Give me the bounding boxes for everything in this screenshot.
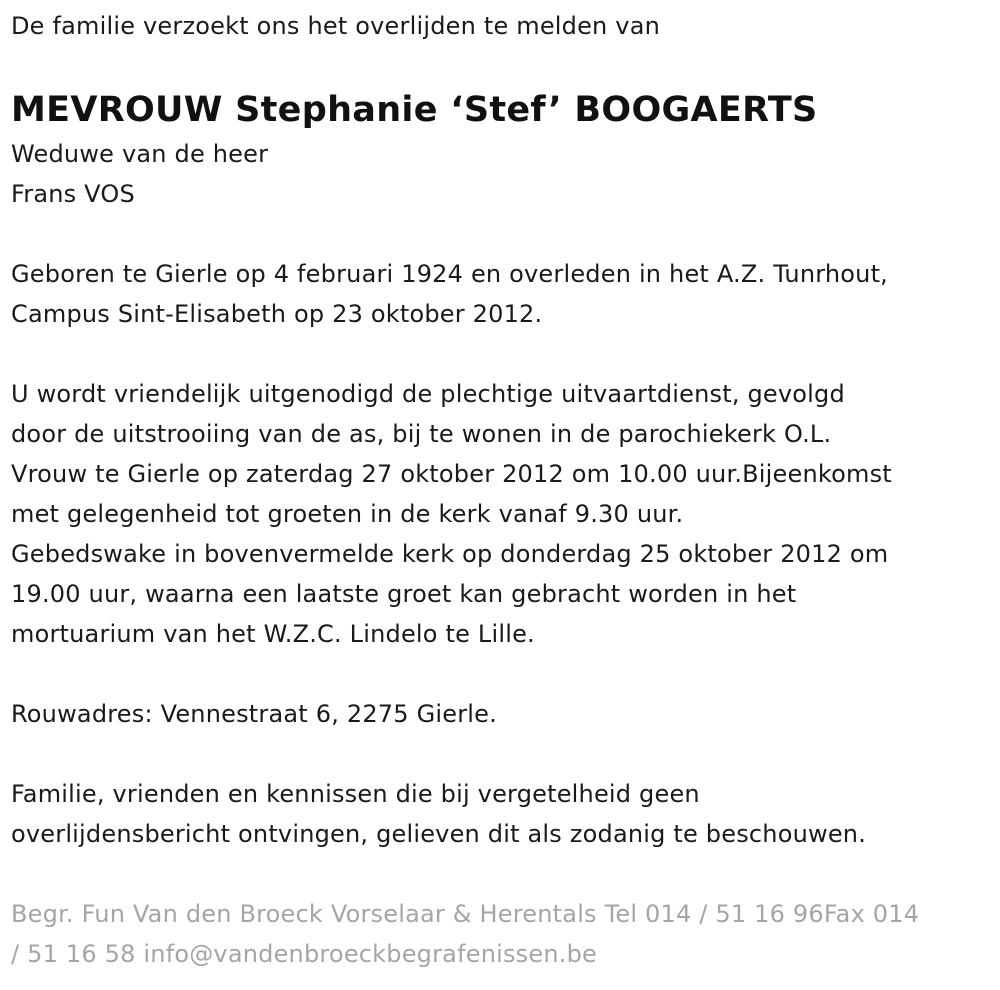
ceremony-line: Vrouw te Gierle op zaterdag 27 oktober 2012 om 10.00 uur.Bijeenkomst xyxy=(11,460,892,488)
closing-line: overlijdensbericht ontvingen, gelieven dit als zodanig te beschouwen. xyxy=(11,820,867,848)
ceremony-line: door de uitstrooiing van de as, bij te wonen in de parochiekerk O.L. xyxy=(11,420,832,448)
birth-death-block xyxy=(11,254,993,334)
ceremony-line: mortuarium van het W.Z.C. Lindelo te Lille. xyxy=(11,620,535,648)
footer-line: Begr. Fun Van den Broeck Vorselaar & Herentals Tel 014 / 51 16 96Fax 014 xyxy=(11,900,920,928)
ceremony-line: 19.00 uur, waarna een laatste groet kan gebracht worden in het xyxy=(11,580,797,608)
ceremony-block xyxy=(11,374,993,654)
birth-death-line: Geboren te Gierle op 4 februari 1924 en overleden in het A.Z. Tunrhout, xyxy=(11,260,889,288)
intro-text: De familie verzoekt ons het overlijden te melden van xyxy=(11,12,661,40)
relation-block xyxy=(11,134,993,214)
footer-line: / 51 16 58 info@vandenbroeckbegrafenissen.be xyxy=(11,940,597,968)
closing-block xyxy=(11,774,993,854)
birth-death-line: Campus Sint-Elisabeth op 23 oktober 2012. xyxy=(11,300,543,328)
deceased-name: MEVROUW Stephanie ‘Stef’ BOOGAERTS xyxy=(11,90,818,130)
relation-line: Frans VOS xyxy=(11,180,135,208)
ceremony-line: U wordt vriendelijk uitgenodigd de plechtige uitvaartdienst, gevolgd xyxy=(11,380,845,408)
ceremony-line: Gebedswake in bovenvermelde kerk op donderdag 25 oktober 2012 om xyxy=(11,540,889,568)
funeral-home-footer xyxy=(11,894,993,974)
relation-line: Weduwe van de heer xyxy=(11,140,269,168)
death-notice xyxy=(11,6,993,974)
mourning-address: Rouwadres: Vennestraat 6, 2275 Gierle. xyxy=(11,700,497,728)
closing-line: Familie, vrienden en kennissen die bij vergetelheid geen xyxy=(11,780,700,808)
ceremony-line: met gelegenheid tot groeten in de kerk vanaf 9.30 uur. xyxy=(11,500,684,528)
